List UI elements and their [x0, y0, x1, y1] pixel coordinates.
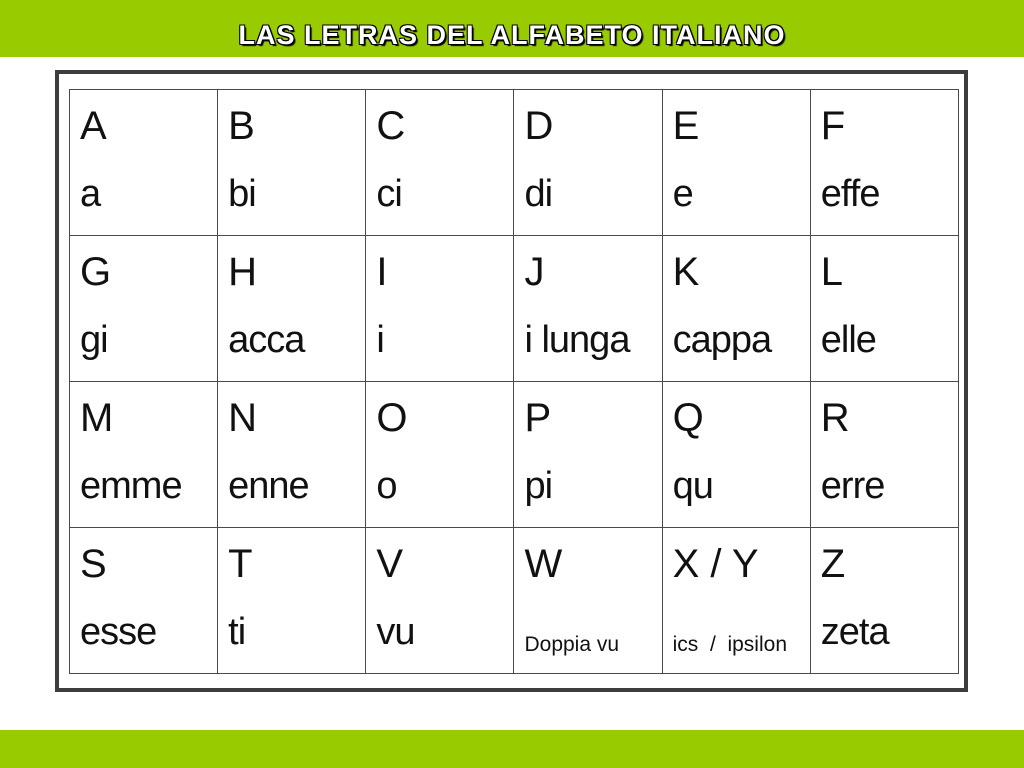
- letter: S: [80, 542, 107, 586]
- letter: T: [228, 542, 253, 586]
- letter: D: [524, 104, 554, 148]
- letter-cell-e: [662, 90, 810, 236]
- letter-cell-xy: [662, 528, 810, 674]
- letter: O: [376, 396, 408, 440]
- letter-cell-j: [514, 236, 662, 382]
- letter-name: e: [672, 173, 693, 215]
- letter: K: [672, 250, 700, 294]
- letter-name: ci: [376, 173, 402, 215]
- letter-name: i: [376, 319, 384, 361]
- letter-cell-q: [662, 382, 810, 528]
- letter-cell-a: [70, 90, 218, 236]
- letter-cell-r: [810, 382, 958, 528]
- letter: A: [80, 104, 107, 148]
- letter-name: elle: [820, 319, 876, 361]
- letter: H: [228, 250, 258, 294]
- letter: W: [524, 542, 563, 586]
- letter-cell-v: [366, 528, 514, 674]
- letter: L: [820, 250, 844, 294]
- letter-cell-w: [514, 528, 662, 674]
- letter-name: ti: [228, 611, 246, 653]
- letter: Z: [820, 542, 846, 586]
- letter-name: qu: [672, 465, 713, 507]
- letter-name: acca: [228, 319, 305, 361]
- letter: N: [228, 396, 258, 440]
- letter-name: enne: [228, 465, 309, 507]
- letter: R: [820, 396, 850, 440]
- letter-name: zeta: [820, 611, 889, 653]
- letter-name: esse: [80, 611, 157, 653]
- letter: B: [228, 104, 255, 148]
- letter-name: vu: [376, 611, 415, 653]
- letter-name: Doppia vu: [524, 633, 620, 656]
- letter-cell-o: [366, 382, 514, 528]
- table-row: [70, 382, 959, 528]
- slide-title: LAS LETRAS DEL ALFABETO ITALIANO: [238, 20, 786, 50]
- letter-cell-p: [514, 382, 662, 528]
- letter: X / Y: [672, 542, 759, 586]
- letter-cell-s: [70, 528, 218, 674]
- letter-cell-b: [218, 90, 366, 236]
- footer-bar: [0, 730, 1024, 768]
- letter-name: cappa: [672, 319, 772, 361]
- letter: I: [376, 250, 388, 294]
- letter-cell-d: [514, 90, 662, 236]
- letter-cell-t: [218, 528, 366, 674]
- letter-cell-z: [810, 528, 958, 674]
- letter-cell-f: [810, 90, 958, 236]
- table-row: [70, 90, 959, 236]
- letter-name: bi: [228, 173, 256, 215]
- letter: Q: [672, 396, 704, 440]
- letter-name: ics / ipsilon: [672, 633, 787, 656]
- letter: C: [376, 104, 406, 148]
- letter-cell-k: [662, 236, 810, 382]
- letter: P: [524, 396, 552, 440]
- letter: E: [672, 104, 700, 148]
- letter-cell-g: [70, 236, 218, 382]
- alphabet-table: [69, 89, 959, 674]
- letter: G: [80, 250, 112, 294]
- letter-name: di: [524, 173, 553, 215]
- letter: J: [524, 250, 545, 294]
- letter-name: effe: [820, 173, 880, 215]
- letter-cell-i: [366, 236, 514, 382]
- letter-name: a: [80, 173, 101, 215]
- letter-cell-m: [70, 382, 218, 528]
- letter-name: i lunga: [524, 319, 630, 361]
- letter: V: [376, 542, 403, 586]
- letter-cell-n: [218, 382, 366, 528]
- letter-name: gi: [80, 319, 108, 361]
- letter: M: [80, 396, 114, 440]
- letter-cell-l: [810, 236, 958, 382]
- letter-name: emme: [80, 465, 182, 507]
- letter-name: erre: [820, 465, 885, 507]
- table-row: [70, 528, 959, 674]
- letter-name: pi: [524, 465, 553, 507]
- letter-name: o: [376, 465, 397, 507]
- letter-cell-h: [218, 236, 366, 382]
- table-row: [70, 236, 959, 382]
- letter: F: [820, 104, 846, 148]
- letter-cell-c: [366, 90, 514, 236]
